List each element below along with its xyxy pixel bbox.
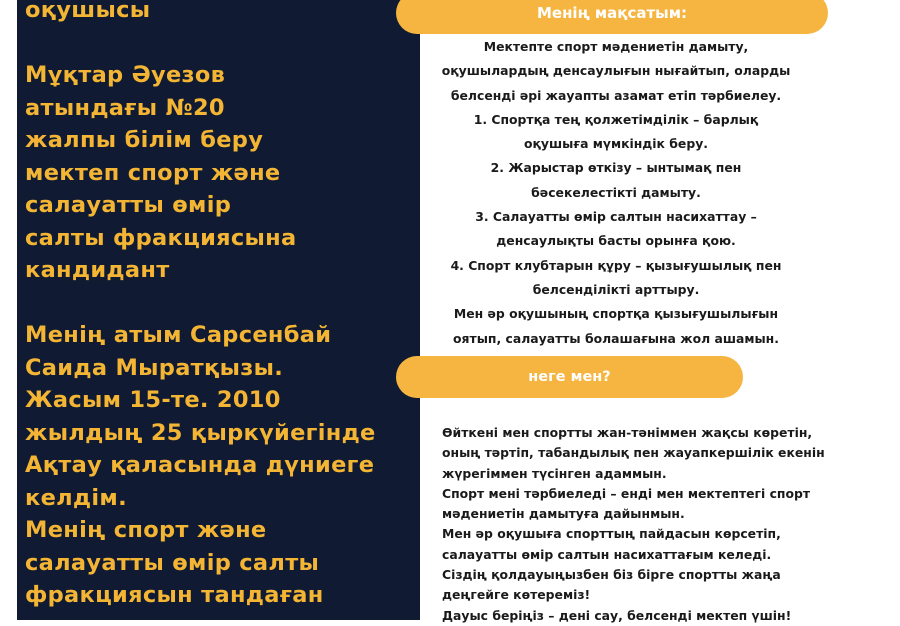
text-line: Жасым 15-те. 2010: [25, 387, 281, 413]
text-line: атындағы №20: [25, 94, 225, 121]
text-line: салауатты өмір: [25, 192, 232, 218]
text-line: Мұқтар Әуезов: [25, 62, 226, 88]
text-line: келдім.: [25, 484, 127, 511]
text-line: денсаулықты басты орынға қою.: [496, 233, 736, 249]
candidate-info-text: [25, 0, 415, 612]
text-line: салауатты өмір салтын насихаттағым келеді.: [442, 546, 772, 562]
text-line: белсенділікті арттыру.: [532, 281, 700, 297]
text-line: 3. Салауатты өмір салтын насихаттау –: [475, 209, 757, 225]
text-line: Менің атым Сарсенбай: [25, 322, 332, 348]
text-line: бәсекелестікті дамыту.: [531, 184, 701, 200]
text-line: Саида Мыратқызы.: [25, 354, 284, 381]
left-block-2: [25, 59, 415, 287]
text-line: оятып, салауатты болашағына жол ашамын.: [453, 330, 779, 346]
why-me-text: [442, 423, 897, 626]
text-line: мәдениетін дамытуға дайынмын.: [442, 506, 685, 522]
left-block-1: [25, 0, 415, 27]
text-line: Мектепте спорт мәдениетін дамыту,: [483, 39, 749, 54]
text-line: Ақтау қаласында дүниеге: [25, 452, 375, 478]
text-line: деңгейге көтереміз!: [442, 587, 591, 603]
text-line: мектеп спорт және: [25, 159, 281, 186]
text-line: белсенді әрі жауапты азамат етіп тәрбиелеу.: [450, 87, 782, 103]
text-line: жалпы білім беру: [25, 127, 264, 153]
left-gap: [25, 27, 415, 60]
text-line: Дауыс беріңіз – дені сау, белсенді мектеп үшін!: [442, 607, 792, 623]
text-line: кандидант: [25, 257, 170, 283]
text-line: Сіздің қолдауыңызбен біз бірге спортты жаңа: [442, 567, 781, 583]
text-line: 1. Спортқа тең қолжетімділік – барлық: [473, 111, 759, 127]
text-line: 2. Жарыстар өткізу – ынтымақ пен: [490, 160, 742, 176]
text-line: салты фракциясына: [25, 224, 297, 251]
text-line: Спорт мені тәрбиеледі – енді мен мектептегі спорт: [442, 485, 811, 501]
text-line: Мен әр оқушыға спорттың пайдасын көрсетіп,: [442, 526, 781, 542]
content-panel: [420, 0, 900, 623]
text-line: оқушыға мүмкіндік беру.: [523, 136, 708, 152]
left-block-3: [25, 319, 415, 612]
text-line: фракциясын тандаған: [25, 582, 324, 608]
text-line: оқушылардың денсаулығын нығайтып, оларды: [441, 63, 791, 79]
text-line: жылдың 25 қыркүйегінде: [25, 419, 376, 446]
text-line: жүрегіммен түсінген адаммын.: [442, 465, 667, 481]
candidate-info-panel: [17, 0, 420, 620]
goal-text: [420, 35, 812, 351]
text-line: оның тәртіп, табандылық пен жауапкершілік екенін: [442, 445, 825, 461]
text-line: Мен әр оқушының спортқа қызығушылығын: [453, 306, 779, 322]
text-line: Өйткені мен спортты жан-тәніммен жақсы көретін,: [442, 425, 813, 440]
goal-header: Менің мақсатым:: [396, 0, 828, 34]
text-line: оқушысы: [25, 0, 151, 23]
left-gap: [25, 287, 415, 320]
text-line: салауатты өмір салты: [25, 549, 320, 576]
why-me-header: неге мен?: [396, 356, 743, 398]
text-line: Менің спорт және: [25, 517, 267, 543]
text-line: 4. Спорт клубтарын құру – қызығушылық пен: [450, 257, 782, 273]
